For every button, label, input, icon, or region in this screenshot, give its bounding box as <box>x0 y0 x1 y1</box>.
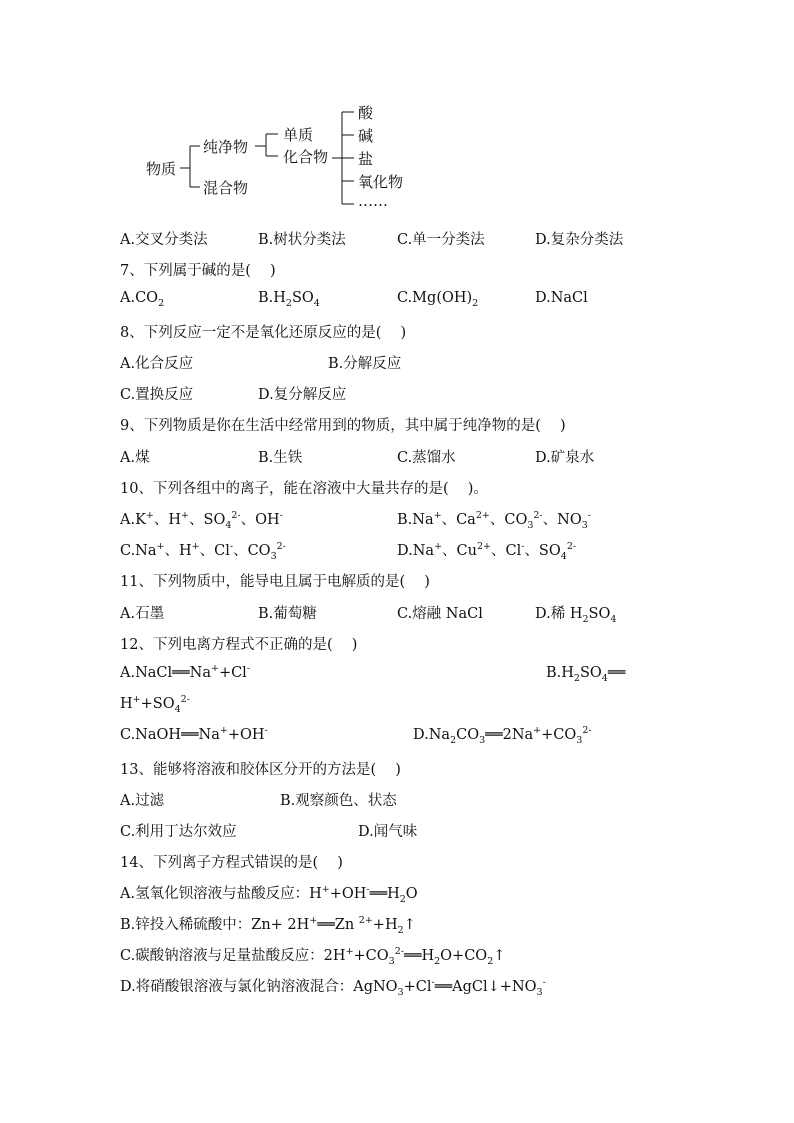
q11-option-d: D.稀 $H_2SO_4$ <box>535 606 617 625</box>
tree-leaf-acid: 酸 <box>358 104 374 122</box>
q12-option-d: $D.Na_2CO_3══2Na^++CO_3^{2-}$ <box>413 725 592 746</box>
q14-option-d: D.将硝酸银溶液与氯化钠溶液混合：$AgNO_3+Cl^-══AgCl↓+NO_3^-$ <box>120 977 546 998</box>
q7-option-d: D.NaCl <box>535 290 588 306</box>
q7-option-b: $B.H_2SO_4$ <box>258 290 320 309</box>
tree-leaf-oxide: 氧化物 <box>358 173 404 191</box>
q13-stem: 13、能够将溶液和胶体区分开的方法是( ) <box>120 762 401 778</box>
q11-stem: 11、下列物质中，能导电且属于电解质的是( ) <box>120 574 430 590</box>
q9-option-b: B.生铁 <box>258 450 303 466</box>
q6-option-b: B.树状分类法 <box>258 232 346 248</box>
tree-pure: 纯净物 <box>203 138 249 156</box>
q13-option-b: B.观察颜色、状态 <box>280 793 397 809</box>
q12-option-b: $B.H_2SO_4══$ <box>546 665 626 684</box>
q8-option-a: A.化合反应 <box>120 356 194 372</box>
q7-option-c: $C.Mg(OH)_2$ <box>397 290 479 309</box>
q8-option-b: B.分解反应 <box>328 356 402 372</box>
q14-option-b: B.锌投入稀硫酸中：Zn+ 2H+══Zn $^{2+}+H_2↑$ <box>120 915 416 936</box>
q12-option-c: C.NaOH══Na++OH- <box>120 725 268 743</box>
tree-leaf-etc: …… <box>358 192 388 210</box>
q9-option-d: D.矿泉水 <box>535 450 595 466</box>
q12-option-b-continued: $H^++SO_4^{2-}$ <box>120 694 190 715</box>
q6-option-d: D.复杂分类法 <box>535 232 624 248</box>
q10-option-c: C.Na+、H+、Cl-、$CO_3^{2-}$ <box>120 541 286 562</box>
q11-option-a: A.石墨 <box>120 606 165 622</box>
tree-mixture: 混合物 <box>203 179 249 197</box>
q9-stem: 9、下列物质是你在生活中经常用到的物质，其中属于纯净物的是( ) <box>120 418 566 434</box>
q12-stem: 12、下列电离方程式不正确的是( ) <box>120 637 358 653</box>
tree-element: 单质 <box>283 126 314 144</box>
q10-option-b: B.Na+、$Ca^{2+}$、$CO_3^{2-}$、$NO_3^-$ <box>397 510 591 531</box>
tree-leaf-base: 碱 <box>358 127 374 145</box>
q6-option-c: C.单一分类法 <box>397 232 485 248</box>
q10-option-d: D.Na+、$Cu^{2+}$、Cl-、$SO_4^{2-}$ <box>397 541 577 562</box>
q13-option-c: C.利用丁达尔效应 <box>120 824 237 840</box>
tree-leaf-salt: 盐 <box>358 150 374 168</box>
q11-option-c: C.熔融 NaCl <box>397 606 483 622</box>
q7-stem: 7、下列属于碱的是( ) <box>120 263 276 279</box>
q14-stem: 14、下列离子方程式错误的是( ) <box>120 855 343 871</box>
q14-option-a: A.氢氧化钡溶液与盐酸反应：$H^++OH^-══H_2O$ <box>120 884 418 905</box>
q14-option-c: C.碳酸钠溶液与足量盐酸反应：$2H^++CO_3^{2-}══H_2O+CO_2↑$ <box>120 946 506 967</box>
q8-option-c: C.置换反应 <box>120 387 194 403</box>
q8-option-d: D.复分解反应 <box>258 387 347 403</box>
q9-option-c: C.蒸馏水 <box>397 450 456 466</box>
q8-stem: 8、下列反应一定不是氧化还原反应的是( ) <box>120 325 407 341</box>
q13-option-d: D.闻气味 <box>358 824 418 840</box>
q10-option-a: A.K+、H+、$SO_4^{2-}$、OH- <box>120 510 283 531</box>
tree-compound: 化合物 <box>283 148 329 166</box>
q13-option-a: A.过滤 <box>120 793 165 809</box>
q9-option-a: A.煤 <box>120 450 150 466</box>
q10-stem: 10、下列各组中的离子，能在溶液中大量共存的是( )。 <box>120 481 488 497</box>
q12-option-a: A.NaCl══Na++Cl- <box>120 663 251 681</box>
q6-option-a: A.交叉分类法 <box>120 232 208 248</box>
q11-option-b: B.葡萄糖 <box>258 606 317 622</box>
q7-option-a: $A.CO_2$ <box>120 290 165 309</box>
tree-root: 物质 <box>146 160 177 178</box>
